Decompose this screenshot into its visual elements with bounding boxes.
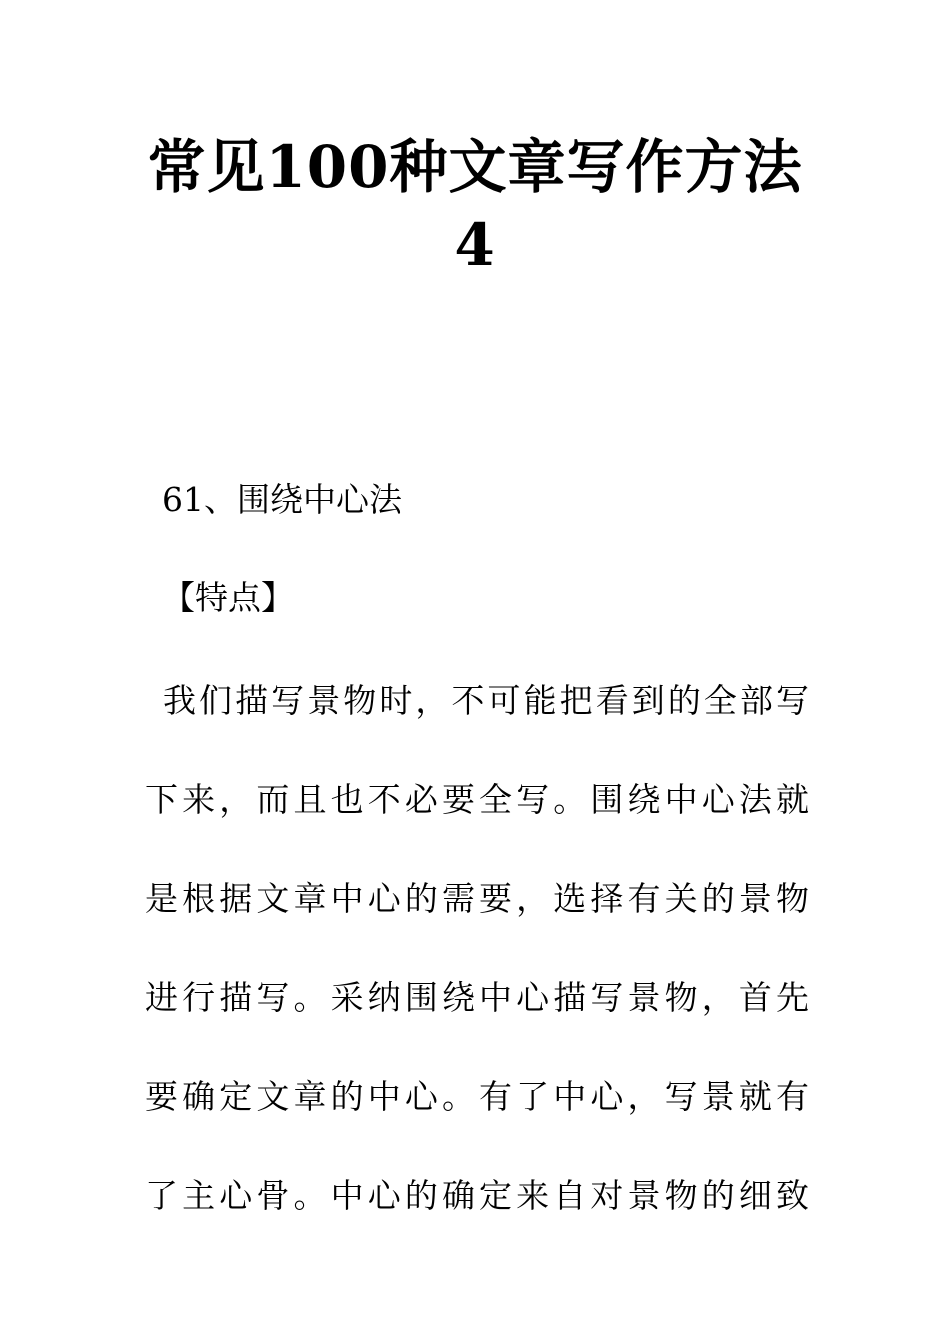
paragraph-line: 下来，而且也不必要全写。围绕中心法就 (145, 780, 810, 819)
paragraph-line: 了主心骨。中心的确定来自对景物的细致 (145, 1176, 810, 1215)
document-title (0, 128, 950, 284)
section-heading: 61、围绕中心法 (162, 480, 402, 519)
paragraph-line: 我们描写景物时，不可能把看到的全部写 (163, 681, 810, 720)
paragraph-line: 要确定文章的中心。有了中心，写景就有 (145, 1077, 810, 1116)
title-line-2: 4 (454, 211, 496, 279)
section-tag: 【特点】 (162, 578, 294, 617)
paragraph-line: 是根据文章中心的需要，选择有关的景物 (145, 879, 810, 918)
body-paragraph (145, 676, 810, 1270)
paragraph-line: 进行描写。采纳围绕中心描写景物，首先 (145, 978, 810, 1017)
title-line-1: 常见100种文章写作方法 (147, 133, 803, 201)
